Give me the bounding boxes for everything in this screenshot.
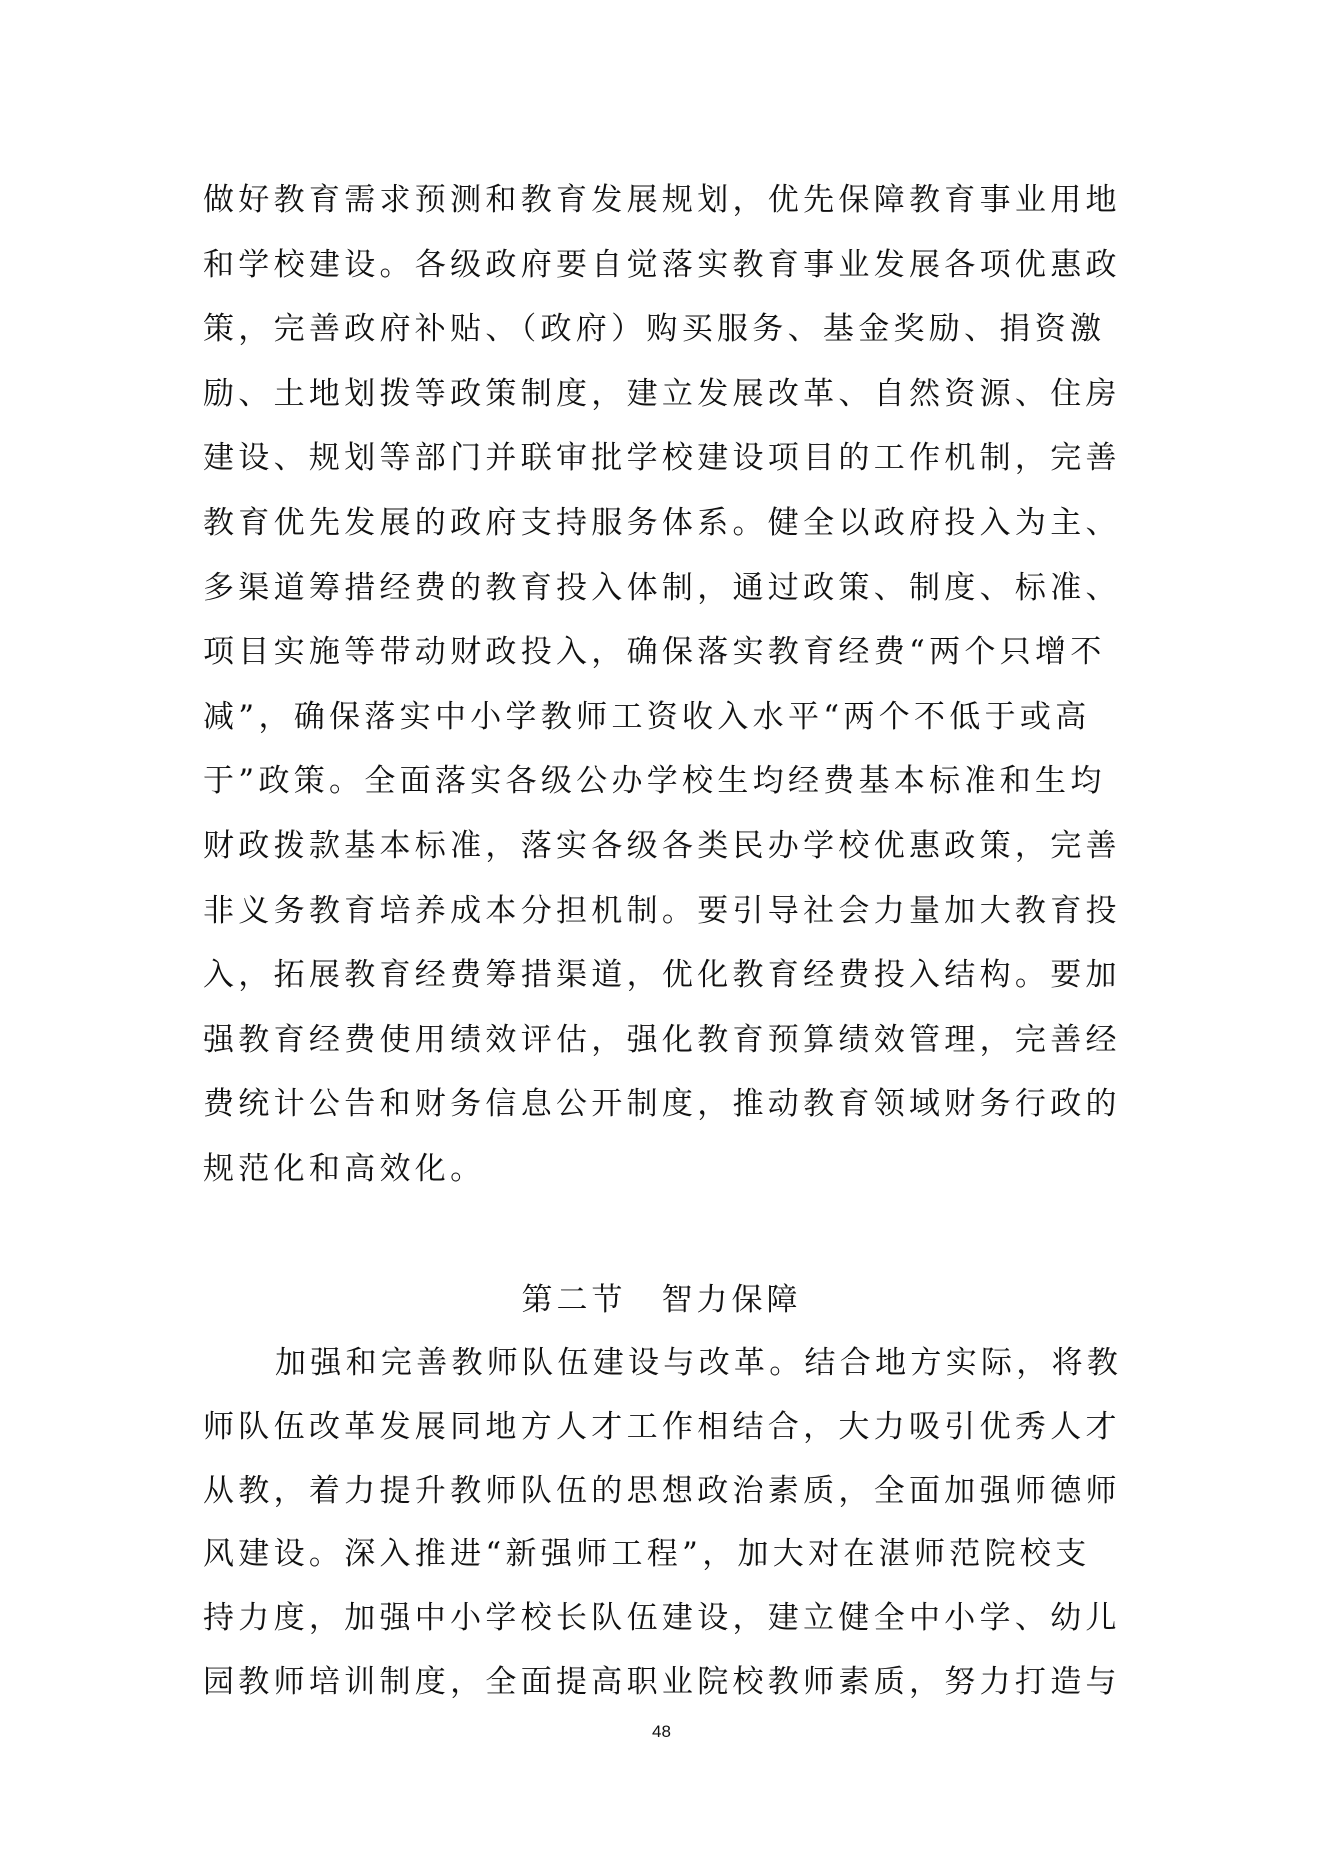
text-line: 师队伍改革发展同地方人才工作相结合，大力吸引优秀人才 <box>203 1409 1121 1445</box>
text-line: 园教师培训制度，全面提高职业院校教师素质，努力打造与 <box>203 1664 1121 1700</box>
text-line: 减”，确保落实中小学教师工资收入水平“两个不低于或高 <box>203 699 1091 735</box>
text-line: 励、土地划拨等政策制度，建立发展改革、自然资源、住房 <box>203 376 1121 412</box>
page-number: 48 <box>652 1722 671 1741</box>
text-line: 做好教育需求预测和教育发展规划，优先保障教育事业用地 <box>203 182 1121 218</box>
text-line: 规范化和高效化。 <box>203 1151 486 1187</box>
text-line: 入，拓展教育经费筹措渠道，优化教育经费投入结构。要加 <box>203 957 1121 993</box>
text-line: 建设、规划等部门并联审批学校建设项目的工作机制，完善 <box>203 440 1121 476</box>
text-line: 项目实施等带动财政投入，确保落实教育经费“两个只增不 <box>203 634 1106 670</box>
text-line: 风建设。深入推进“新强师工程”，加大对在湛师范院校支 <box>203 1536 1091 1572</box>
text-line: 非义务教育培养成本分担机制。要引导社会力量加大教育投 <box>203 893 1121 929</box>
text-line: 于”政策。全面落实各级公办学校生均经费基本标准和生均 <box>203 763 1106 799</box>
text-line: 费统计公告和财务信息公开制度，推动教育领域财务行政的 <box>203 1086 1121 1122</box>
text-line: 持力度，加强中小学校长队伍建设，建立健全中小学、幼儿 <box>203 1600 1121 1636</box>
section-heading: 第二节 智力保障 <box>521 1282 802 1318</box>
text-line: 教育优先发展的政府支持服务体系。健全以政府投入为主、 <box>203 505 1121 541</box>
text-line: 加强和完善教师队伍建设与改革。结合地方实际，将教 <box>275 1345 1123 1381</box>
text-line: 强教育经费使用绩效评估，强化教育预算绩效管理，完善经 <box>203 1022 1121 1058</box>
text-line: 和学校建设。各级政府要自觉落实教育事业发展各项优惠政 <box>203 247 1121 283</box>
text-line: 财政拨款基本标准，落实各级各类民办学校优惠政策，完善 <box>203 828 1121 864</box>
text-line: 多渠道筹措经费的教育投入体制，通过政策、制度、标准、 <box>203 570 1121 606</box>
text-line: 策，完善政府补贴、（政府）购买服务、基金奖励、捐资激 <box>203 311 1106 347</box>
text-line: 从教，着力提升教师队伍的思想政治素质，全面加强师德师 <box>203 1473 1121 1509</box>
